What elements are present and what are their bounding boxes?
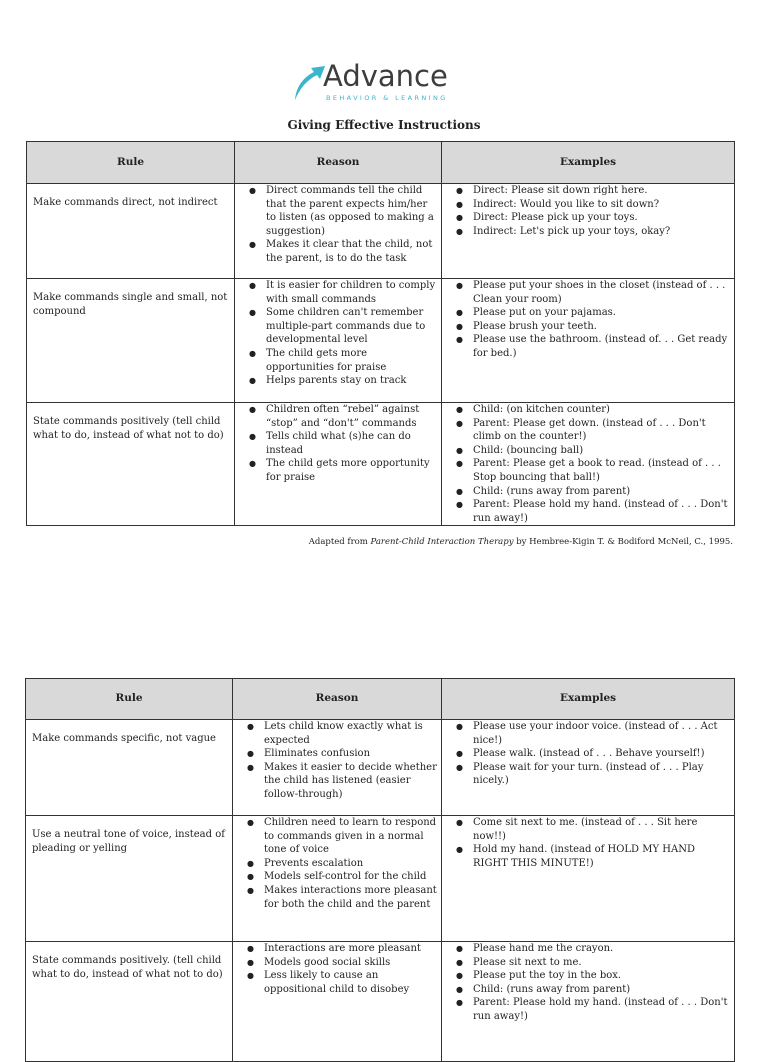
table-row: [27, 184, 735, 279]
list-item: ● Child: (on kitchen counter): [473, 403, 730, 417]
list-item: ● Children need to learn to respond to commands given in a normal tone of voice: [264, 816, 437, 857]
list-item: ● Models self-control for the child: [264, 870, 437, 884]
examples-list: [442, 403, 734, 525]
source-credit: Adapted from Parent-Child Interaction Therapy by Hembree-Kigin T. & Bodiford McNeil, C., 1995.: [308, 537, 733, 547]
logo-wordmark: Advance: [323, 59, 448, 93]
header-reason: Reason: [233, 679, 442, 720]
list-item: ● Children often “rebel” against “stop” and “don't” commands: [266, 403, 437, 430]
list-item: ● Child: (runs away from parent): [473, 983, 730, 997]
arrow-swoosh-icon: [292, 64, 326, 102]
reasons-list: [233, 942, 441, 996]
list-item: ● Makes it clear that the child, not the parent, is to do the task: [266, 238, 437, 265]
examples-cell: [442, 720, 735, 816]
list-item: ● Parent: Please get a book to read. (instead of . . . Stop bouncing that ball!): [473, 457, 730, 484]
reasons-list: [233, 720, 441, 802]
list-item: ● The child gets more opportunity for praise: [266, 457, 437, 484]
list-item: ● Eliminates confusion: [264, 747, 437, 761]
table-row: [26, 942, 735, 1062]
list-item: ● Please use the bathroom. (instead of. . . Get ready for bed.): [473, 333, 730, 360]
instructions-table-1: [26, 141, 735, 526]
list-item: ● Makes interactions more pleasant for both the child and the parent: [264, 884, 437, 911]
list-item: ● Please hand me the crayon.: [473, 942, 730, 956]
list-item: ● It is easier for children to comply with small commands: [266, 279, 437, 306]
list-item: ● Prevents escalation: [264, 857, 437, 871]
list-item: ● Please use your indoor voice. (instead of . . . Act nice!): [473, 720, 730, 747]
list-item: ● Parent: Please get down. (instead of . . . Don't climb on the counter!): [473, 417, 730, 444]
reasons-list: [233, 816, 441, 911]
list-item: ● Please put on your pajamas.: [473, 306, 730, 320]
header-rule: Rule: [27, 142, 235, 184]
rule-cell: State commands positively (tell child what to do, instead of what not to do): [27, 403, 235, 526]
logo-tagline: BEHAVIOR & LEARNING: [326, 94, 448, 102]
table-row: [27, 279, 735, 403]
header-reason: Reason: [235, 142, 442, 184]
list-item: ● Lets child know exactly what is expected: [264, 720, 437, 747]
examples-list: [442, 942, 734, 1024]
list-item: ● Please wait for your turn. (instead of . . . Play nicely.): [473, 761, 730, 788]
list-item: ● Please sit next to me.: [473, 956, 730, 970]
list-item: ● Direct: Please sit down right here.: [473, 184, 730, 198]
instructions-table-2: [25, 678, 735, 1062]
list-item: ● Please brush your teeth.: [473, 320, 730, 334]
advance-logo: [292, 59, 472, 106]
reason-cell: [233, 942, 442, 1062]
reasons-list: [235, 279, 441, 388]
examples-cell: [442, 184, 735, 279]
list-item: ● Child: (runs away from parent): [473, 485, 730, 499]
list-item: ● Tells child what (s)he can do instead: [266, 430, 437, 457]
reason-cell: [233, 720, 442, 816]
list-item: ● The child gets more opportunities for praise: [266, 347, 437, 374]
list-item: ● Come sit next to me. (instead of . . . Sit here now!!): [473, 816, 730, 843]
list-item: ● Child: (bouncing ball): [473, 444, 730, 458]
list-item: ● Some children can't remember multiple-part commands due to developmental level: [266, 306, 437, 347]
reasons-list: [235, 403, 441, 485]
list-item: ● Less likely to cause an oppositional child to disobey: [264, 969, 437, 996]
list-item: ● Parent: Please hold my hand. (instead of . . . Don't run away!): [473, 498, 730, 525]
reasons-list: [235, 184, 441, 266]
rule-cell: State commands positively. (tell child what to do, instead of what not to do): [26, 942, 233, 1062]
examples-list: [442, 720, 734, 788]
reason-cell: [233, 816, 442, 942]
list-item: ● Indirect: Would you like to sit down?: [473, 198, 730, 212]
rule-cell: Make commands specific, not vague: [26, 720, 233, 816]
header-examples: Examples: [442, 142, 735, 184]
rule-cell: Make commands direct, not indirect: [27, 184, 235, 279]
list-item: ● Direct commands tell the child that the parent expects him/her to listen (as opposed to making a suggestion): [266, 184, 437, 238]
reason-cell: [235, 184, 442, 279]
credit-work-title: Parent-Child Interaction Therapy: [370, 537, 514, 547]
examples-cell: [442, 279, 735, 403]
reason-cell: [235, 403, 442, 526]
examples-list: [442, 816, 734, 870]
list-item: ● Direct: Please pick up your toys.: [473, 211, 730, 225]
list-item: ● Makes it easier to decide whether the child has listened (easier follow-through): [264, 761, 437, 802]
examples-cell: [442, 816, 735, 942]
header-examples: Examples: [442, 679, 735, 720]
examples-list: [442, 184, 734, 238]
list-item: ● Interactions are more pleasant: [264, 942, 437, 956]
list-item: ● Models good social skills: [264, 956, 437, 970]
list-item: ● Please put the toy in the box.: [473, 969, 730, 983]
examples-list: [442, 279, 734, 361]
table-row: [27, 403, 735, 526]
examples-cell: [442, 403, 735, 526]
examples-cell: [442, 942, 735, 1062]
list-item: ● Helps parents stay on track: [266, 374, 437, 388]
rule-cell: Make commands single and small, not compound: [27, 279, 235, 403]
list-item: ● Parent: Please hold my hand. (instead of . . . Don't run away!): [473, 996, 730, 1023]
table-row: [26, 816, 735, 942]
header-rule: Rule: [26, 679, 233, 720]
list-item: ● Hold my hand. (instead of HOLD MY HAND RIGHT THIS MINUTE!): [473, 843, 730, 870]
list-item: ● Please put your shoes in the closet (instead of . . . Clean your room): [473, 279, 730, 306]
rule-cell: Use a neutral tone of voice, instead of pleading or yelling: [26, 816, 233, 942]
reason-cell: [235, 279, 442, 403]
list-item: ● Please walk. (instead of . . . Behave yourself!): [473, 747, 730, 761]
page-title: Giving Effective Instructions: [287, 118, 481, 132]
table-row: [26, 720, 735, 816]
list-item: ● Indirect: Let's pick up your toys, okay?: [473, 225, 730, 239]
